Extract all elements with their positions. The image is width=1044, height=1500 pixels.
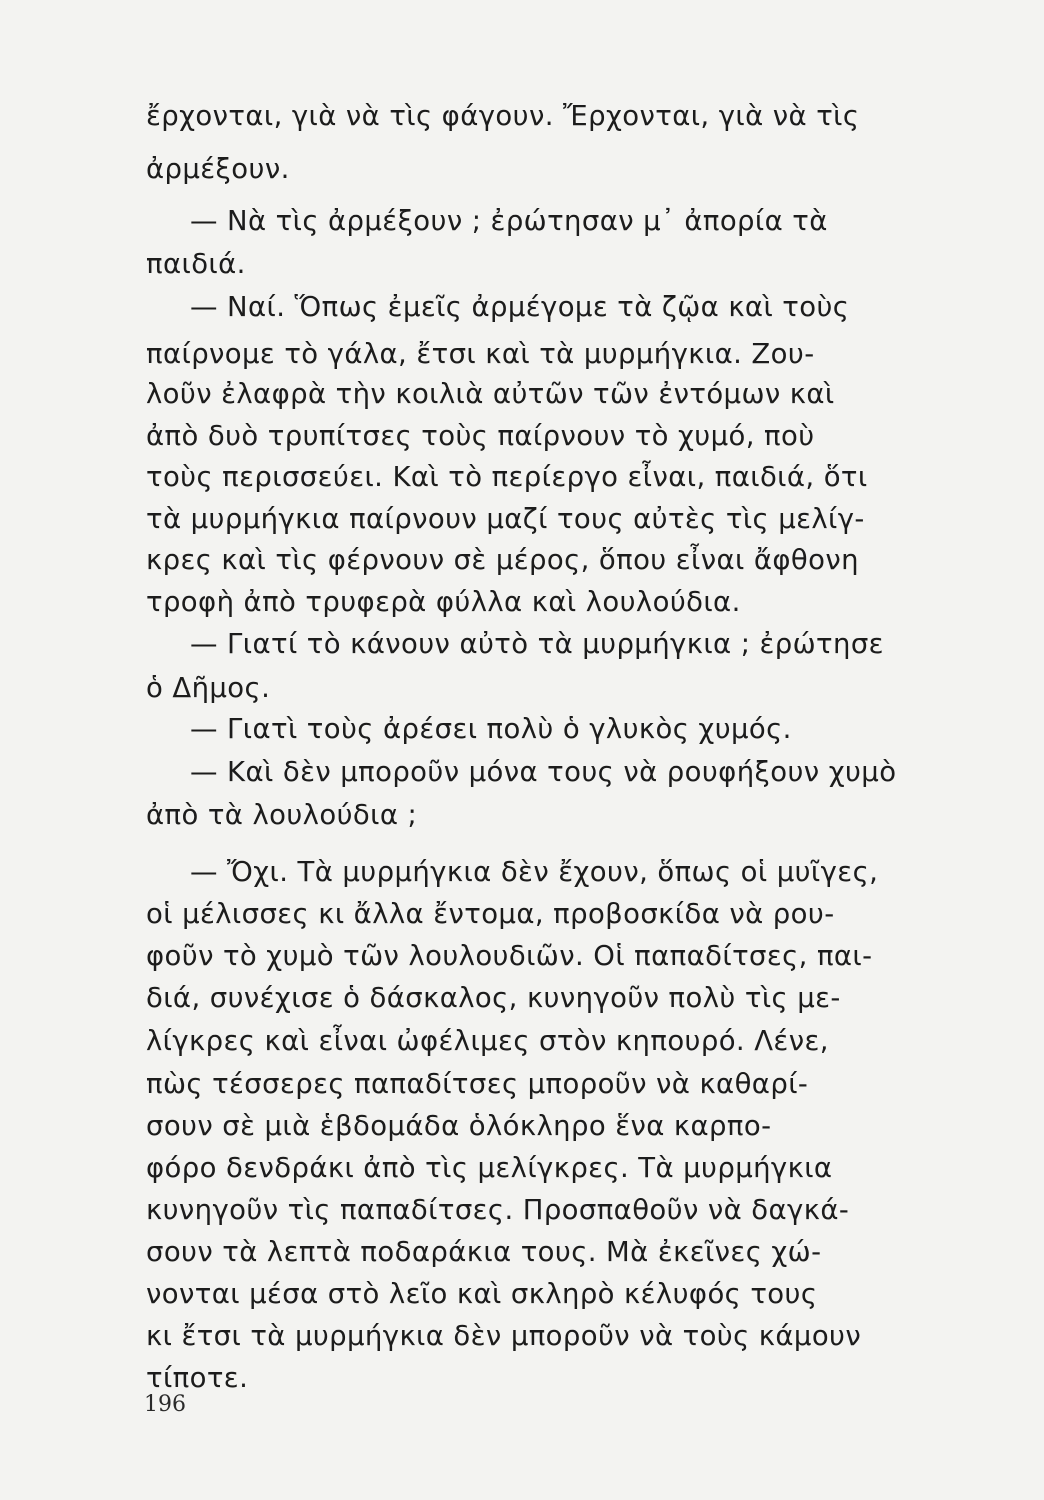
page-number: 196: [144, 1392, 186, 1417]
text-line: κρες καὶ τὶς φέρνουν σὲ μέρος, ὅπου εἶναι ἄφθονη: [146, 544, 859, 576]
text-line: λίγκρες καὶ εἶναι ὠφέλιμες στὸν κηπουρό. Λένε,: [146, 1025, 829, 1057]
text-line: τίποτε.: [146, 1362, 249, 1394]
text-line: φοῦν τὸ χυμὸ τῶν λουλουδιῶν. Οἱ παπαδίτσες, παι-: [146, 940, 873, 972]
text-line: — Γιατὶ τοὺς ἀρέσει πολὺ ὁ γλυκὸς χυμός.: [190, 713, 792, 745]
text-line: τοὺς περισσεύει. Καὶ τὸ περίεργο εἶναι, παιδιά, ὅτι: [146, 461, 868, 493]
text-line: τροφὴ ἀπὸ τρυφερὰ φύλλα καὶ λουλούδια.: [146, 586, 741, 618]
text-line: — Καὶ δὲν μποροῦν μόνα τους νὰ ρουφήξουν χυμὸ: [190, 756, 897, 788]
text-line: τὰ μυρμήγκια παίρνουν μαζί τους αὐτὲς τὶς μελίγ-: [146, 503, 865, 535]
text-line: — Ὄχι. Τὰ μυρμήγκια δὲν ἔχουν, ὅπως οἱ μυῖγες,: [190, 856, 879, 888]
text-line: ὁ Δῆμος.: [146, 672, 271, 704]
text-line: νονται μέσα στὸ λεῖο καὶ σκληρὸ κέλυφός τους: [146, 1278, 818, 1310]
text-line: — Γιατί τὸ κάνουν αὐτὸ τὰ μυρμήγκια ; ἐρώτησε: [190, 628, 884, 660]
text-line: ἔρχονται, γιὰ νὰ τὶς φάγουν. Ἔρχονται, γιὰ νὰ τὶς: [146, 100, 860, 132]
text-line: — Νὰ τὶς ἀρμέξουν ; ἐρώτησαν μ᾿ ἀπορία τὰ: [190, 205, 828, 237]
text-line: ἀπὸ τὰ λουλούδια ;: [146, 799, 418, 831]
text-line: κυνηγοῦν τὶς παπαδίτσες. Προσπαθοῦν νὰ δαγκά-: [146, 1194, 850, 1226]
text-line: παίρνομε τὸ γάλα, ἔτσι καὶ τὰ μυρμήγκια. Ζου-: [146, 338, 815, 370]
text-line: οἱ μέλισσες κι ἄλλα ἔντομα, προβοσκίδα νὰ ρου-: [146, 898, 835, 930]
text-line: σουν σὲ μιὰ ἑβδομάδα ὁλόκληρο ἕνα καρπο-: [146, 1110, 772, 1142]
text-line: ἀρμέξουν.: [146, 153, 290, 185]
text-line: σουν τὰ λεπτὰ ποδαράκια τους. Μὰ ἐκεῖνες χώ-: [146, 1236, 822, 1268]
text-line: ἀπὸ δυὸ τρυπίτσες τοὺς παίρνουν τὸ χυμό, ποὺ: [146, 420, 815, 452]
text-line: διά, συνέχισε ὁ δάσκαλος, κυνηγοῦν πολὺ τὶς με-: [146, 982, 841, 1014]
text-line: λοῦν ἐλαφρὰ τὴν κοιλιὰ αὐτῶν τῶν ἐντόμων καὶ: [146, 378, 835, 410]
text-line: φόρο δενδράκι ἀπὸ τὶς μελίγκρες. Τὰ μυρμήγκια: [146, 1152, 833, 1184]
text-line: παιδιά.: [146, 248, 246, 280]
text-line: — Ναί. Ὅπως ἐμεῖς ἀρμέγομε τὰ ζῷα καὶ τοὺς: [190, 291, 850, 323]
text-line: κι ἔτσι τὰ μυρμήγκια δὲν μποροῦν νὰ τοὺς κάμουν: [146, 1320, 862, 1352]
text-line: πὼς τέσσερες παπαδίτσες μποροῦν νὰ καθαρί-: [146, 1068, 809, 1100]
